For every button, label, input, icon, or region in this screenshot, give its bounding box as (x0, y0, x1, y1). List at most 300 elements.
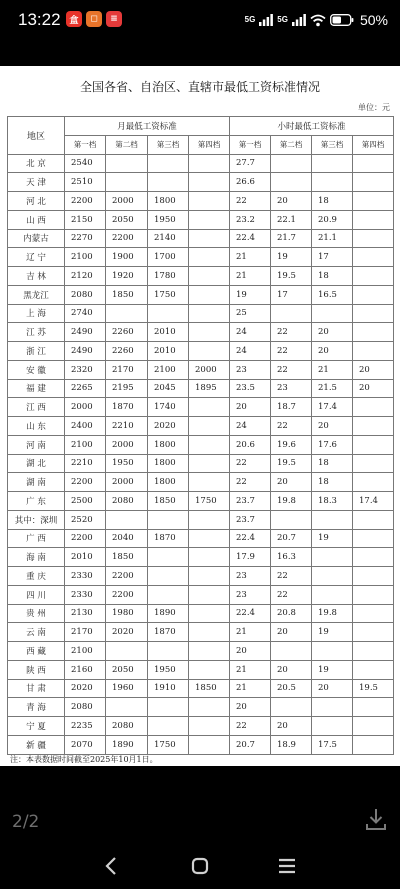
monthly-wage-cell: 1950 (106, 454, 148, 473)
monthly-wage-cell (189, 454, 230, 473)
monthly-wage-cell: 1800 (148, 473, 189, 492)
monthly-wage-cell: 2140 (148, 229, 189, 248)
monthly-wage-cell (189, 510, 230, 529)
monthly-wage-cell: 1890 (106, 735, 148, 754)
monthly-wage-cell: 2100 (148, 360, 189, 379)
header-tier: 第三档 (312, 135, 353, 154)
monthly-wage-cell: 2080 (65, 698, 106, 717)
monthly-wage-cell: 1700 (148, 248, 189, 267)
monthly-wage-cell (189, 548, 230, 567)
table-row (8, 642, 394, 661)
hourly-wage-cell: 19.5 (353, 679, 394, 698)
monthly-wage-cell: 2150 (65, 210, 106, 229)
region-cell: 云 南 (8, 623, 65, 642)
hourly-wage-cell (353, 210, 394, 229)
hourly-wage-cell: 22 (230, 454, 271, 473)
monthly-wage-cell (189, 473, 230, 492)
monthly-wage-cell: 2120 (65, 267, 106, 286)
hourly-wage-cell: 19.8 (312, 604, 353, 623)
monthly-wage-cell (189, 267, 230, 286)
monthly-wage-cell: 2020 (65, 679, 106, 698)
monthly-wage-cell: 1980 (106, 604, 148, 623)
hourly-wage-cell: 25 (230, 304, 271, 323)
hourly-wage-cell: 20 (271, 192, 312, 211)
hourly-wage-cell (353, 660, 394, 679)
region-cell: 广 东 (8, 492, 65, 511)
monthly-wage-cell: 2235 (65, 717, 106, 736)
hourly-wage-cell (312, 548, 353, 567)
region-cell: 重 庆 (8, 567, 65, 586)
hourly-wage-cell: 22.4 (230, 604, 271, 623)
monthly-wage-cell (189, 342, 230, 361)
hourly-wage-cell: 22 (271, 323, 312, 342)
hourly-wage-cell (312, 642, 353, 661)
monthly-wage-cell: 1800 (148, 435, 189, 454)
hourly-wage-cell: 23.7 (230, 510, 271, 529)
table-row (8, 735, 394, 754)
hourly-wage-cell (271, 173, 312, 192)
hourly-wage-cell: 19.6 (271, 435, 312, 454)
monthly-wage-cell: 2040 (106, 529, 148, 548)
header-tier: 第四档 (353, 135, 394, 154)
monthly-wage-cell (189, 192, 230, 211)
hourly-wage-cell: 20.7 (230, 735, 271, 754)
region-cell: 吉 林 (8, 267, 65, 286)
monthly-wage-cell (106, 698, 148, 717)
hourly-wage-cell: 23 (230, 360, 271, 379)
region-cell: 湖 南 (8, 473, 65, 492)
hourly-wage-cell: 20 (353, 360, 394, 379)
home-icon[interactable] (185, 853, 215, 879)
hourly-wage-cell: 19.5 (271, 454, 312, 473)
monthly-wage-cell (148, 510, 189, 529)
hourly-wage-cell: 22 (230, 717, 271, 736)
monthly-wage-cell: 1750 (189, 492, 230, 511)
monthly-wage-cell (189, 642, 230, 661)
hourly-wage-cell (312, 510, 353, 529)
monthly-wage-cell (189, 229, 230, 248)
monthly-wage-cell (106, 510, 148, 529)
hourly-wage-cell: 18 (312, 454, 353, 473)
monthly-wage-cell (189, 398, 230, 417)
hourly-wage-cell: 21 (230, 660, 271, 679)
hourly-wage-cell: 23 (230, 585, 271, 604)
hourly-wage-cell: 20 (271, 660, 312, 679)
navigation-bar (0, 845, 400, 889)
page-indicator: 2/2 (12, 812, 40, 832)
hourly-wage-cell: 19 (230, 285, 271, 304)
region-cell: 四 川 (8, 585, 65, 604)
hourly-wage-cell: 22.4 (230, 529, 271, 548)
region-cell: 新 疆 (8, 735, 65, 754)
monthly-wage-cell: 1750 (148, 735, 189, 754)
monthly-wage-cell (189, 623, 230, 642)
signal-icon (259, 14, 273, 26)
table-row (8, 210, 394, 229)
monthly-wage-cell: 2050 (106, 210, 148, 229)
back-icon[interactable] (97, 853, 127, 879)
monthly-wage-cell (189, 210, 230, 229)
hourly-wage-cell: 22 (271, 342, 312, 361)
region-cell: 北 京 (8, 154, 65, 173)
region-cell: 天 津 (8, 173, 65, 192)
header-tier: 第二档 (106, 135, 148, 154)
hourly-wage-cell (353, 529, 394, 548)
hourly-wage-cell (353, 285, 394, 304)
hourly-wage-cell (353, 567, 394, 586)
monthly-wage-cell: 1920 (106, 267, 148, 286)
hourly-wage-cell: 19 (312, 529, 353, 548)
monthly-wage-cell: 1870 (148, 529, 189, 548)
table-row (8, 604, 394, 623)
network-label: 5G (277, 15, 288, 24)
table-body (8, 154, 394, 754)
hourly-wage-cell: 19.5 (271, 267, 312, 286)
hourly-wage-cell (353, 698, 394, 717)
monthly-wage-cell: 2000 (106, 192, 148, 211)
unit-label: 单位：元 (358, 103, 390, 112)
monthly-wage-cell: 2490 (65, 323, 106, 342)
hourly-wage-cell: 17.4 (353, 492, 394, 511)
monthly-wage-cell (148, 154, 189, 173)
hourly-wage-cell (353, 585, 394, 604)
hourly-wage-cell: 21 (230, 623, 271, 642)
monthly-wage-cell: 1870 (106, 398, 148, 417)
region-cell: 黑龙江 (8, 285, 65, 304)
region-cell: 海 南 (8, 548, 65, 567)
hourly-wage-cell (271, 154, 312, 173)
table-row (8, 248, 394, 267)
table-row (8, 623, 394, 642)
region-cell: 浙 江 (8, 342, 65, 361)
hourly-wage-cell: 23 (230, 567, 271, 586)
table-row (8, 492, 394, 511)
monthly-wage-cell: 2010 (148, 342, 189, 361)
hourly-wage-cell: 16.5 (312, 285, 353, 304)
wifi-icon (310, 14, 326, 27)
hourly-wage-cell: 21.7 (271, 229, 312, 248)
monthly-wage-cell (189, 585, 230, 604)
hourly-wage-cell: 17.6 (312, 435, 353, 454)
table-row (8, 379, 394, 398)
document-title: 全国各省、自治区、直辖市最低工资标准情况 (79, 80, 320, 94)
monthly-wage-cell: 1890 (148, 604, 189, 623)
monthly-wage-cell (189, 567, 230, 586)
table-row (8, 660, 394, 679)
monthly-wage-cell: 2000 (65, 398, 106, 417)
hourly-wage-cell: 18.9 (271, 735, 312, 754)
hourly-wage-cell: 26.6 (230, 173, 271, 192)
hourly-wage-cell: 23.2 (230, 210, 271, 229)
monthly-wage-cell (189, 285, 230, 304)
hourly-wage-cell: 22.4 (230, 229, 271, 248)
header-area: 地区 (8, 117, 65, 155)
monthly-wage-cell: 2010 (148, 323, 189, 342)
minimum-wage-table (7, 116, 394, 755)
region-cell: 福 建 (8, 379, 65, 398)
monthly-wage-cell: 1800 (148, 454, 189, 473)
monthly-wage-cell: 2200 (106, 585, 148, 604)
monthly-wage-cell (189, 154, 230, 173)
hourly-wage-cell: 20 (312, 323, 353, 342)
monthly-wage-cell: 2200 (65, 529, 106, 548)
hourly-wage-cell: 21.5 (312, 379, 353, 398)
monthly-wage-cell: 1780 (148, 267, 189, 286)
monthly-wage-cell: 1850 (106, 285, 148, 304)
monthly-wage-cell: 2080 (106, 492, 148, 511)
hourly-wage-cell (271, 698, 312, 717)
monthly-wage-cell (189, 717, 230, 736)
table-row (8, 285, 394, 304)
monthly-wage-cell: 2200 (106, 567, 148, 586)
hourly-wage-cell: 20.9 (312, 210, 353, 229)
status-bar (0, 0, 400, 40)
hourly-wage-cell (312, 717, 353, 736)
hourly-wage-cell (312, 698, 353, 717)
hourly-wage-cell: 20 (312, 679, 353, 698)
monthly-wage-cell: 2050 (106, 660, 148, 679)
monthly-wage-cell (189, 660, 230, 679)
hourly-wage-cell (353, 192, 394, 211)
hourly-wage-cell: 21 (230, 248, 271, 267)
table-row (8, 548, 394, 567)
header-tier: 第二档 (271, 135, 312, 154)
hourly-wage-cell: 19.8 (271, 492, 312, 511)
header-monthly: 月最低工资标准 (65, 117, 230, 136)
monthly-wage-cell (106, 304, 148, 323)
monthly-wage-cell: 2500 (65, 492, 106, 511)
hourly-wage-cell: 16.3 (271, 548, 312, 567)
monthly-wage-cell: 2520 (65, 510, 106, 529)
region-cell: 西 藏 (8, 642, 65, 661)
hourly-wage-cell: 20.8 (271, 604, 312, 623)
hourly-wage-cell (353, 398, 394, 417)
network-label: 5G (244, 15, 256, 24)
header-tier: 第一档 (230, 135, 271, 154)
monthly-wage-cell: 2080 (106, 717, 148, 736)
region-cell: 其中：深圳 (8, 510, 65, 529)
monthly-wage-cell: 2045 (148, 379, 189, 398)
signal-icon (292, 14, 306, 26)
monthly-wage-cell: 1850 (148, 492, 189, 511)
monthly-wage-cell: 1750 (148, 285, 189, 304)
monthly-wage-cell: 2200 (65, 473, 106, 492)
hourly-wage-cell: 17.5 (312, 735, 353, 754)
hourly-wage-cell: 20.6 (230, 435, 271, 454)
hourly-wage-cell (271, 642, 312, 661)
table-row (8, 398, 394, 417)
region-cell: 青 海 (8, 698, 65, 717)
monthly-wage-cell (148, 698, 189, 717)
hourly-wage-cell: 20.7 (271, 529, 312, 548)
hourly-wage-cell: 24 (230, 417, 271, 436)
table-row (8, 435, 394, 454)
hourly-wage-cell (271, 510, 312, 529)
monthly-wage-cell: 1950 (148, 660, 189, 679)
monthly-wage-cell: 2000 (106, 435, 148, 454)
hourly-wage-cell: 27.7 (230, 154, 271, 173)
monthly-wage-cell: 2540 (65, 154, 106, 173)
monthly-wage-cell: 2740 (65, 304, 106, 323)
monthly-wage-cell (189, 698, 230, 717)
hourly-wage-cell (353, 548, 394, 567)
clock: 13:22 (18, 10, 61, 29)
monthly-wage-cell: 2210 (106, 417, 148, 436)
table-row (8, 510, 394, 529)
monthly-wage-cell (148, 548, 189, 567)
hourly-wage-cell: 20 (353, 379, 394, 398)
hourly-wage-cell: 20 (271, 717, 312, 736)
monthly-wage-cell: 2260 (106, 342, 148, 361)
region-cell: 安 徽 (8, 360, 65, 379)
footnote: 注：本表数据时间截至2025年10月1日。 (10, 755, 158, 764)
hourly-wage-cell: 22 (271, 360, 312, 379)
app-notification-icon: ◻ (86, 11, 102, 27)
monthly-wage-cell: 2320 (65, 360, 106, 379)
monthly-wage-cell (189, 417, 230, 436)
monthly-wage-cell: 2195 (106, 379, 148, 398)
monthly-wage-cell: 1960 (106, 679, 148, 698)
hourly-wage-cell: 19 (312, 623, 353, 642)
region-cell: 宁 夏 (8, 717, 65, 736)
monthly-wage-cell (189, 604, 230, 623)
monthly-wage-cell: 2490 (65, 342, 106, 361)
hourly-wage-cell (353, 604, 394, 623)
region-cell: 山 东 (8, 417, 65, 436)
hourly-wage-cell: 18.3 (312, 492, 353, 511)
hourly-wage-cell: 17 (271, 285, 312, 304)
monthly-wage-cell: 1870 (148, 623, 189, 642)
hourly-wage-cell: 22 (271, 585, 312, 604)
hourly-wage-cell (353, 717, 394, 736)
monthly-wage-cell: 2510 (65, 173, 106, 192)
monthly-wage-cell: 2160 (65, 660, 106, 679)
monthly-wage-cell: 2100 (65, 435, 106, 454)
table-row (8, 173, 394, 192)
app-notification-icon: ≡ (106, 11, 122, 27)
hourly-wage-cell: 21 (230, 679, 271, 698)
table-row (8, 192, 394, 211)
monthly-wage-cell: 2400 (65, 417, 106, 436)
monthly-wage-cell (148, 585, 189, 604)
monthly-wage-cell: 2170 (65, 623, 106, 642)
monthly-wage-cell: 2000 (106, 473, 148, 492)
hourly-wage-cell: 19 (271, 248, 312, 267)
monthly-wage-cell: 1950 (148, 210, 189, 229)
table-row (8, 154, 394, 173)
hourly-wage-cell (353, 735, 394, 754)
hourly-wage-cell: 22 (271, 417, 312, 436)
region-cell: 河 北 (8, 192, 65, 211)
hourly-wage-cell: 20 (271, 473, 312, 492)
hourly-wage-cell (353, 642, 394, 661)
region-cell: 辽 宁 (8, 248, 65, 267)
table-row (8, 679, 394, 698)
hourly-wage-cell: 20 (271, 623, 312, 642)
region-cell: 广 西 (8, 529, 65, 548)
monthly-wage-cell: 2010 (65, 548, 106, 567)
region-cell: 江 苏 (8, 323, 65, 342)
hourly-wage-cell: 23.7 (230, 492, 271, 511)
hourly-wage-cell: 21.1 (312, 229, 353, 248)
hourly-wage-cell (353, 510, 394, 529)
table-row (8, 717, 394, 736)
monthly-wage-cell: 1900 (106, 248, 148, 267)
monthly-wage-cell: 2070 (65, 735, 106, 754)
hourly-wage-cell (353, 154, 394, 173)
hourly-wage-cell: 22 (230, 473, 271, 492)
monthly-wage-cell (189, 304, 230, 323)
region-cell: 山 西 (8, 210, 65, 229)
document-page (0, 66, 400, 766)
monthly-wage-cell: 1800 (148, 192, 189, 211)
hourly-wage-cell: 20 (312, 417, 353, 436)
hourly-wage-cell: 20 (230, 642, 271, 661)
hourly-wage-cell (353, 454, 394, 473)
hourly-wage-cell (312, 173, 353, 192)
hourly-wage-cell: 18 (312, 192, 353, 211)
monthly-wage-cell (106, 173, 148, 192)
hourly-wage-cell (312, 154, 353, 173)
monthly-wage-cell: 2080 (65, 285, 106, 304)
hourly-wage-cell (312, 585, 353, 604)
monthly-wage-cell (148, 642, 189, 661)
header-hourly: 小时最低工资标准 (230, 117, 394, 136)
monthly-wage-cell: 2265 (65, 379, 106, 398)
battery-percentage: 50% (359, 12, 388, 28)
download-icon[interactable] (364, 806, 388, 832)
hourly-wage-cell: 21 (230, 267, 271, 286)
hourly-wage-cell (353, 229, 394, 248)
monthly-wage-cell (148, 173, 189, 192)
hourly-wage-cell: 20 (230, 398, 271, 417)
hourly-wage-cell: 23 (271, 379, 312, 398)
hourly-wage-cell: 23.5 (230, 379, 271, 398)
monthly-wage-cell (148, 717, 189, 736)
monthly-wage-cell: 2330 (65, 585, 106, 604)
hourly-wage-cell: 21 (312, 360, 353, 379)
monthly-wage-cell: 1910 (148, 679, 189, 698)
table-row (8, 417, 394, 436)
monthly-wage-cell: 2330 (65, 567, 106, 586)
region-cell: 江 西 (8, 398, 65, 417)
header-tier: 第三档 (148, 135, 189, 154)
header-tier: 第四档 (189, 135, 230, 154)
monthly-wage-cell: 2000 (189, 360, 230, 379)
monthly-wage-cell: 1740 (148, 398, 189, 417)
hourly-wage-cell: 22.1 (271, 210, 312, 229)
hourly-wage-cell (271, 304, 312, 323)
monthly-wage-cell (189, 248, 230, 267)
monthly-wage-cell (189, 173, 230, 192)
hourly-wage-cell: 20.5 (271, 679, 312, 698)
monthly-wage-cell: 1850 (189, 679, 230, 698)
monthly-wage-cell: 2100 (65, 642, 106, 661)
region-cell: 内蒙古 (8, 229, 65, 248)
region-cell: 贵 州 (8, 604, 65, 623)
hourly-wage-cell: 24 (230, 323, 271, 342)
monthly-wage-cell (106, 642, 148, 661)
table-row (8, 267, 394, 286)
menu-icon[interactable] (272, 853, 302, 879)
hourly-wage-cell: 18.7 (271, 398, 312, 417)
monthly-wage-cell: 2170 (106, 360, 148, 379)
table-row (8, 698, 394, 717)
monthly-wage-cell: 2020 (106, 623, 148, 642)
monthly-wage-cell (189, 435, 230, 454)
monthly-wage-cell (148, 567, 189, 586)
table-row (8, 342, 394, 361)
